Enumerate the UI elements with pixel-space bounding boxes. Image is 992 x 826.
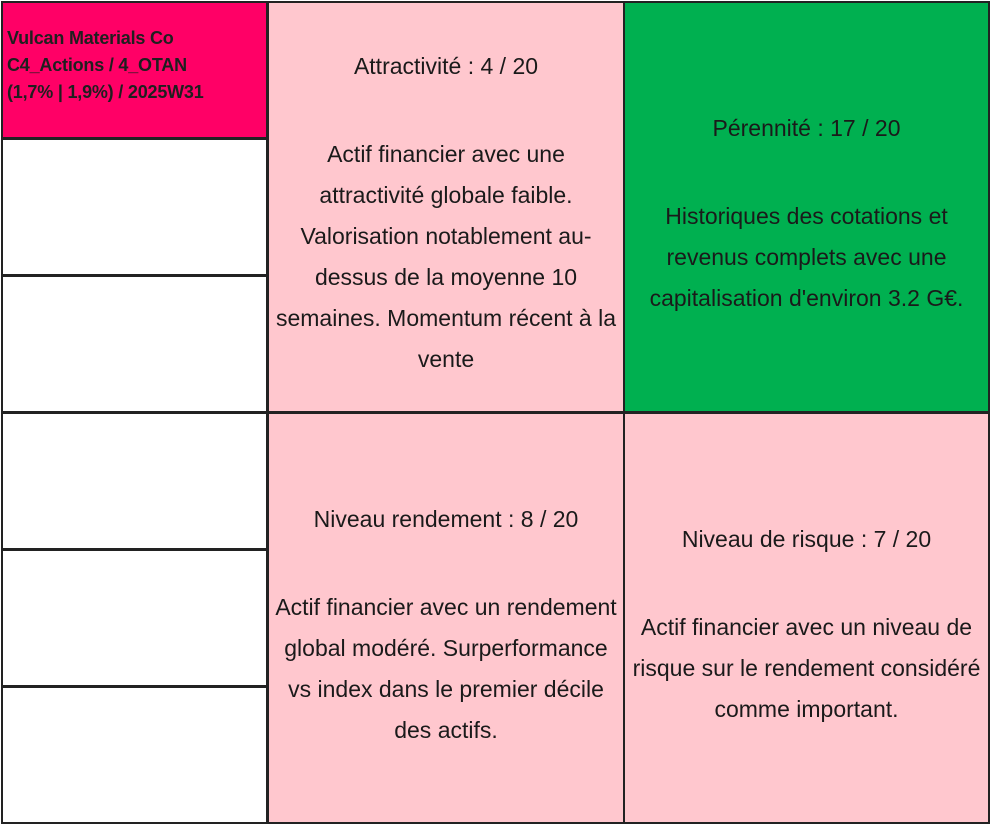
attractivite-title: Attractivité : 4 / 20 [353, 53, 539, 79]
perennite-panel [623, 1, 990, 413]
perennite-description: Historiques des cotations et revenus complets avec une capitalisation d'environ 3.2 G€. [649, 203, 964, 311]
attractivite-panel [267, 1, 625, 413]
scorecard-grid [1, 1, 990, 824]
empty-cell [1, 138, 268, 276]
empty-cell [1, 412, 268, 550]
rendement-panel [267, 412, 625, 824]
asset-name: Vulcan Materials Co [7, 28, 174, 48]
empty-cell [1, 275, 268, 413]
rendement-description: Actif financier avec un rendement global modéré. Surperformance vs index dans le premier décile des actifs. [275, 594, 617, 743]
risque-panel [623, 412, 990, 824]
empty-cell [1, 686, 268, 824]
rendement-title: Niveau rendement : 8 / 20 [313, 506, 579, 532]
asset-category: C4_Actions / 4_OTAN [7, 55, 187, 75]
risque-title: Niveau de risque : 7 / 20 [681, 526, 932, 552]
asset-header-cell [1, 1, 268, 139]
perennite-title: Pérennité : 17 / 20 [712, 115, 901, 141]
asset-weights-week: (1,7% | 1,9%) / 2025W31 [7, 82, 204, 102]
empty-cell [1, 549, 268, 687]
risque-description: Actif financier avec un niveau de risque sur le rendement considéré comme important. [632, 614, 981, 722]
attractivite-description: Actif financier avec une attractivité globale faible. Valorisation notablement au-dessus de la moyenne 10 semaines. Momentum récent à la vente [275, 141, 617, 372]
